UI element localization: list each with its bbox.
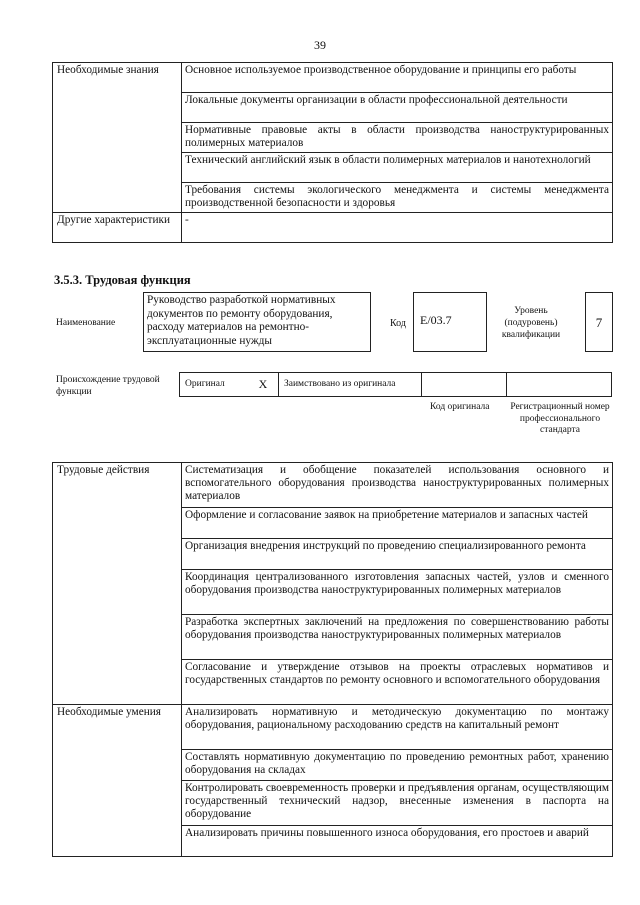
row-label-labor-actions: Трудовые действия [53,463,182,705]
labor-action-item: Оформление и согласование заявок на приобретение материалов и запасных частей [182,508,613,539]
function-name-box: Руководство разработкой нормативных документов по ремонту оборудования, расходу материалов на ремонтно-эксплуатационные нужды [143,292,371,352]
knowledge-item: Технический английский язык в области полимерных материалов и нанотехнологий [182,153,613,183]
knowledge-item: Нормативные правовые акты в области производства наноструктурированных полимерных материалов [182,123,613,153]
knowledge-item: Основное используемое производственное оборудование и принципы его работы [182,63,613,93]
labor-action-item: Разработка экспертных заключений на предложения по совершенствованию работы оборудования производства наноструктурированных полимерных материалов [182,615,613,660]
skill-item: Анализировать нормативную и методическую документацию по монтажу оборудования, рациональному расходованию средств на капитальный ремонт [182,705,613,750]
labor-action-item: Согласование и утверждение отзывов на проекты отраслевых нормативов и государственных стандартов по ремонту основного и вспомогательного оборудования [182,660,613,705]
origin-label-text: Происхождение трудовой функции [56,375,160,397]
table-row [53,213,613,243]
origin-original-text: Оригинал [185,379,225,389]
row-label-knowledge: Необходимые знания [53,63,182,213]
name-label: Наименование [56,318,116,328]
origin-label [56,374,166,398]
row-label-other: Другие характеристики [53,213,182,243]
origin-divider [278,373,279,396]
origin-row [179,372,612,397]
origin-divider [421,373,422,396]
labor-action-item: Систематизация и обобщение показателей использования основного и вспомогательного оборудования производства наноструктурированных полимерных материалов [182,463,613,508]
registration-number-caption: Регистрационный номер профессионального стандарта [510,402,610,435]
skill-item: Анализировать причины повышенного износа оборудования, его простоев и аварий [182,826,613,857]
skill-item: Составлять нормативную документацию по проведению ремонтных работ, хранению оборудования на складах [182,750,613,781]
code-original-caption: Код оригинала [430,402,490,412]
row-label-skills: Необходимые умения [53,705,182,857]
table-row [53,463,613,508]
page-number: 39 [314,38,326,52]
code-label: Код [390,318,406,329]
section-heading: 3.5.3. Трудовая функция [54,273,191,287]
origin-divider [506,373,507,396]
table-row [53,63,613,93]
labor-action-item: Координация централизованного изготовления запасных частей, узлов и сменного оборудования производства наноструктурированных полимерных материалов [182,570,613,615]
qualification-level-box: 7 [585,292,613,352]
skill-item: Контролировать своевременность проверки и предъявления органам, осуществляющим государственный технический надзор, внесенные изменения в паспорта на оборудование [182,781,613,826]
labor-actions-table [52,462,613,857]
knowledge-table [52,62,613,243]
origin-original-mark: X [258,377,268,391]
knowledge-item: Локальные документы организации в области профессиональной деятельности [182,93,613,123]
qualification-level-label: Уровень (подуровень) квалификации [501,306,561,340]
knowledge-item: Требования системы экологического менеджмента и системы менеджмента производственной безопасности и здоровья [182,183,613,213]
other-characteristics-value: - [182,213,613,243]
function-code-box: E/03.7 [413,292,487,352]
origin-borrowed-text: Заимствовано из оригинала [284,379,396,389]
table-row [53,705,613,750]
labor-action-item: Организация внедрения инструкций по проведению специализированного ремонта [182,539,613,570]
